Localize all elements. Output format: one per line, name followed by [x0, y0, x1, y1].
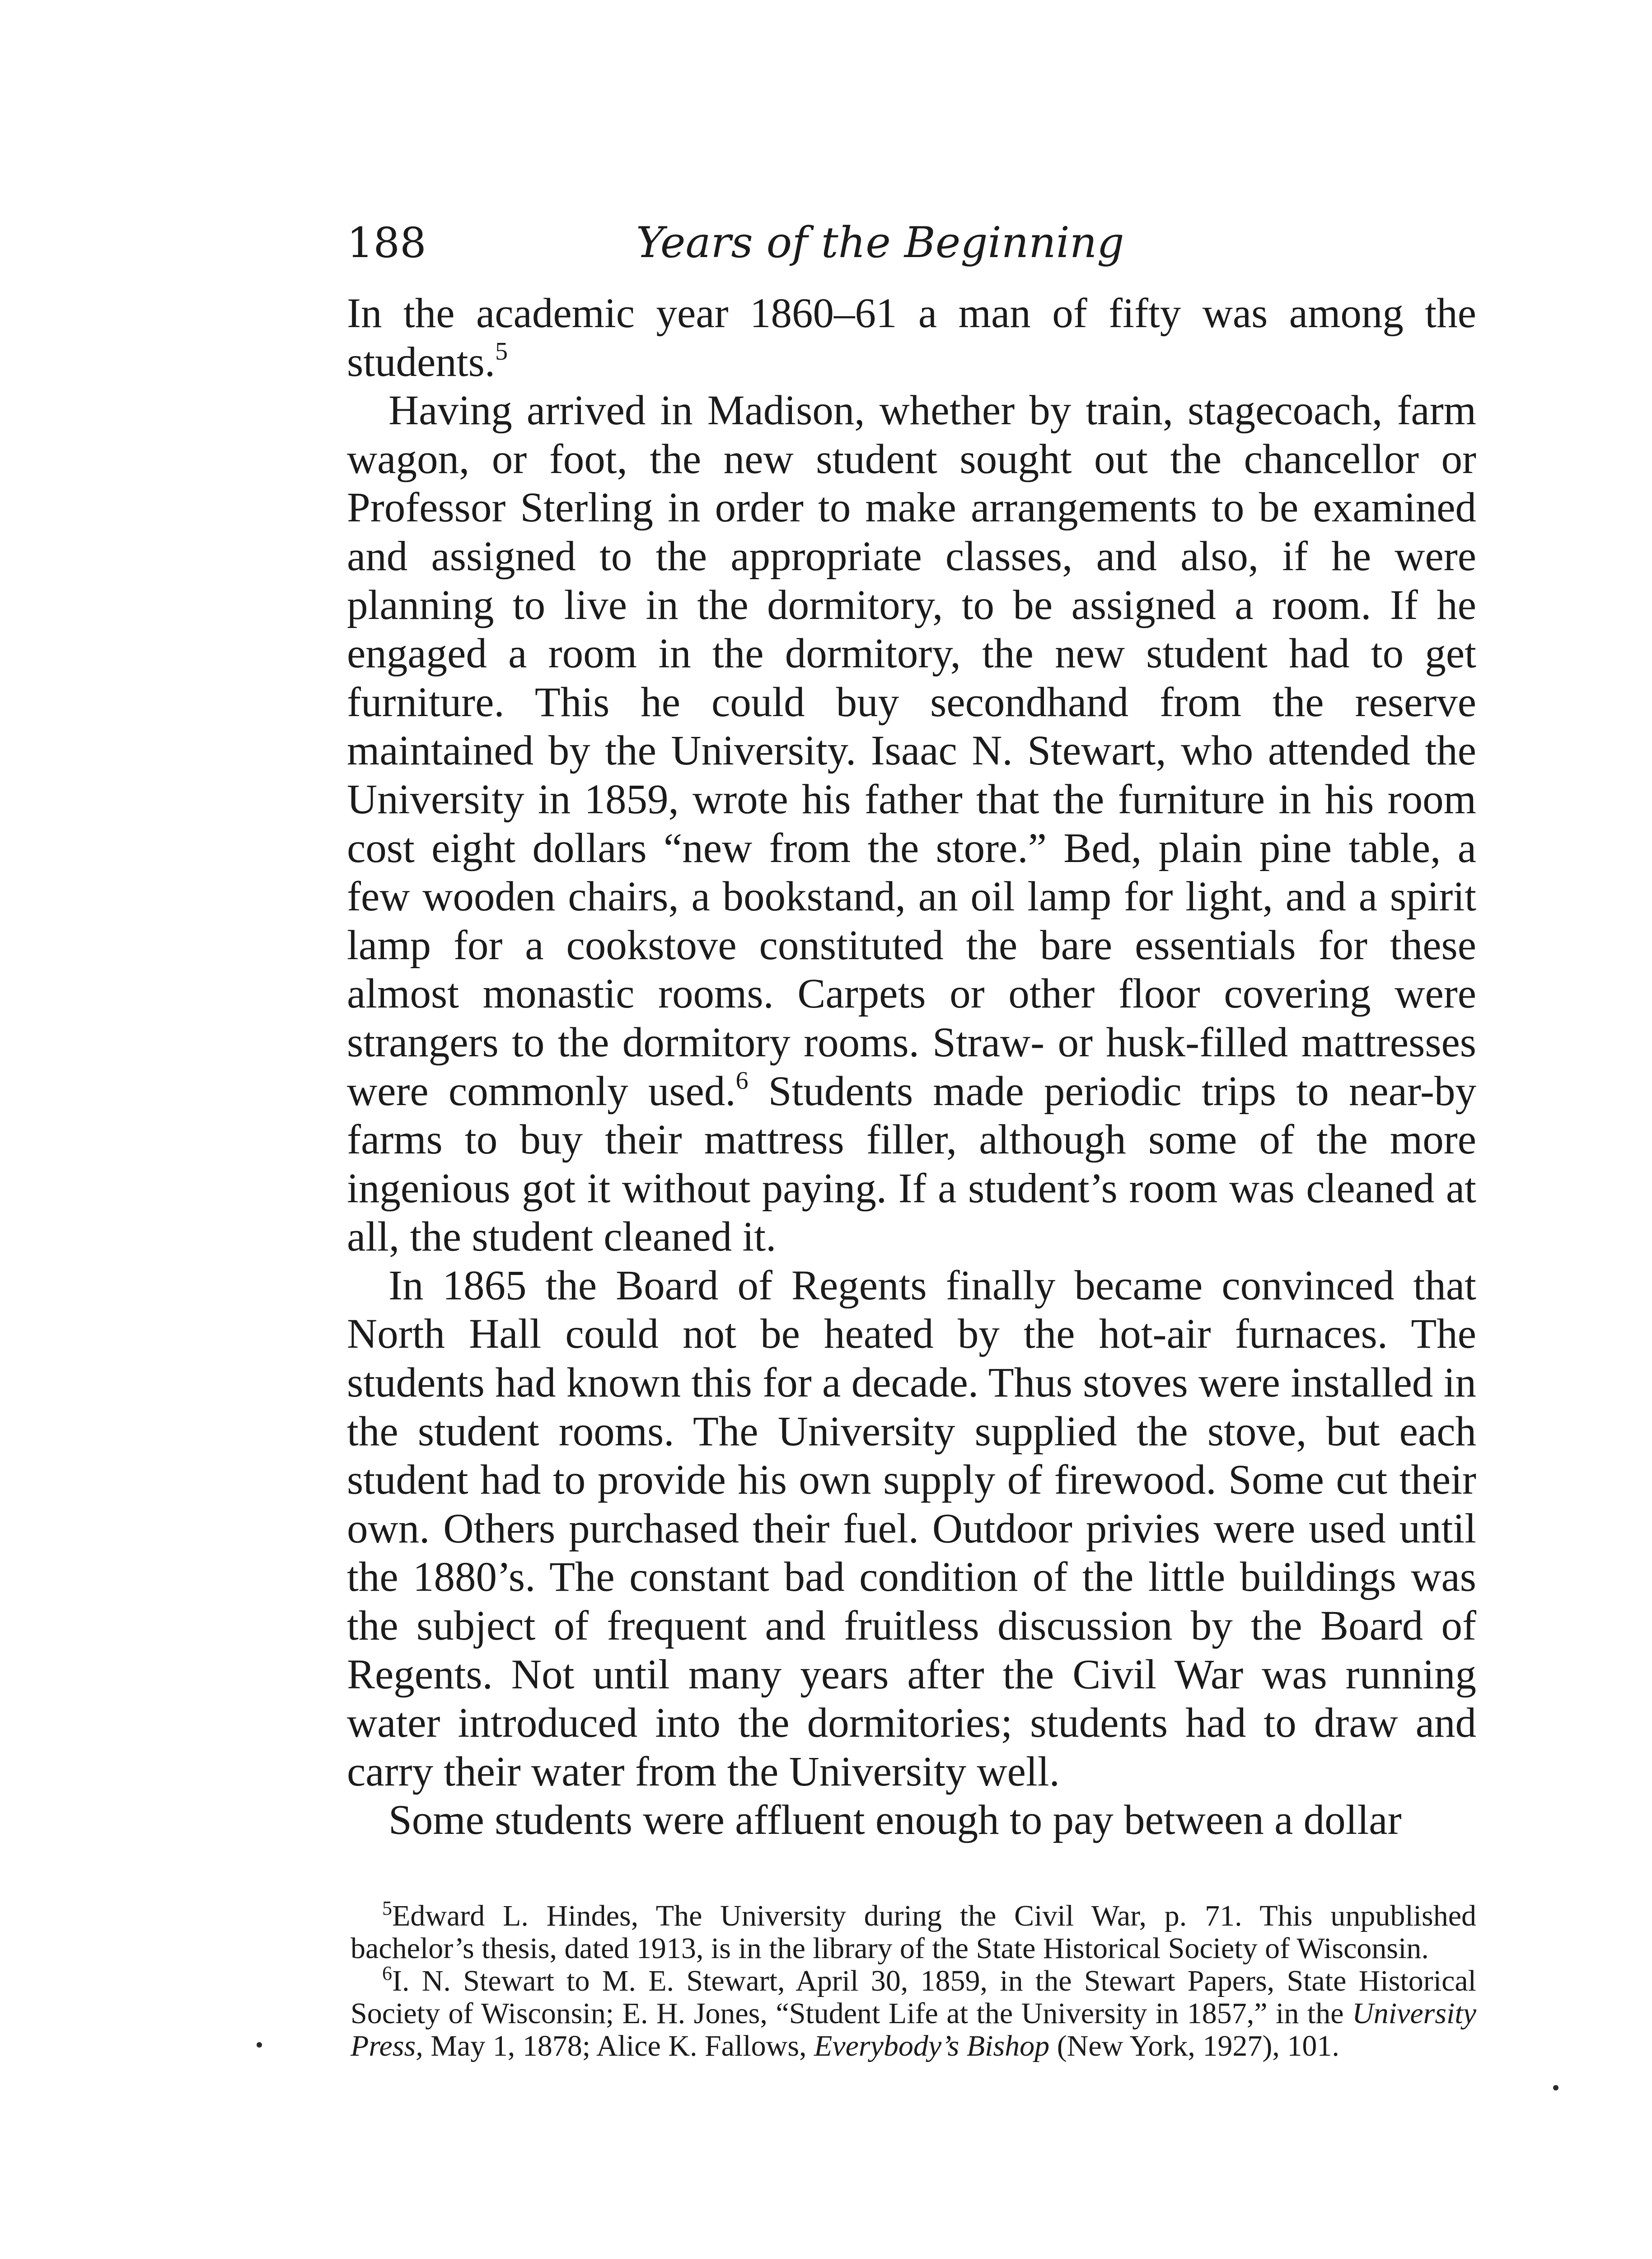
- page-number: 188: [347, 219, 426, 267]
- footnote-6-text-c: (New York, 1927), 101.: [1049, 2029, 1339, 2062]
- footnote-ref-5: 5: [495, 337, 508, 366]
- footnote-5: [351, 1897, 1476, 1965]
- paragraph-2-text-a: Having arrived in Madison, whether by train, stagecoach, farm wagon, or foot, the new student sought out the chancellor or Professor Sterling in order to make arrangements to be examined and assigned to the appropriate classes, and also, if he were planning to live in the dormitory, to be assigned a room. If he engaged a room in the dormitory, the new student had to get furniture. This he could buy secondhand from the reserve maintained by the University. Isaac N. Stewart, who attended the University in 1859, wrote his father that the furniture in his room cost eight dollars “new from the store.” Bed, plain pine table, a few wooden chairs, a bookstand, an oil lamp for light, and a spirit lamp for a cookstove constituted the bare essentials for these almost monastic rooms. Carpets or other floor covering were strangers to the dormitory rooms. Straw- or husk-filled mattresses were commonly used.: [347, 387, 1476, 1115]
- page-header: [347, 211, 1467, 275]
- footnote-5-mark: 5: [382, 1897, 392, 1919]
- scan-speck-right: [1553, 2085, 1558, 2090]
- footnote-5-text: Edward L. Hindes, The University during the Civil War, p. 71. This unpublished bachelor’s thesis, dated 1913, is in the library of the State Historical Society of Wisconsin.: [351, 1899, 1476, 1965]
- footnote-6-text-b: May 1, 1878; Alice K. Fallows,: [423, 2029, 814, 2062]
- footnote-6-title-everybodys-bishop: Everybody’s Bishop: [814, 2029, 1050, 2062]
- paragraph-2: [347, 386, 1476, 1261]
- running-head: Years of the Beginning: [636, 218, 1124, 267]
- scan-speck-left: [257, 2042, 262, 2048]
- paragraph-2-text-b: Students made periodic trips to near-by farms to buy their mattress filler, although some of the more ingenious got it without paying. If a student’s room was cleaned at all, the student cleaned it.: [347, 1068, 1477, 1261]
- paragraph-4: Some students were affluent enough to pay between a dollar: [388, 1797, 1402, 1844]
- paragraph-1-text: In the academic year 1860–61 a man of fifty was among the students.: [347, 290, 1476, 385]
- paragraph-3: In 1865 the Board of Regents finally became convinced that North Hall could not be heated by the hot-air furnaces. The students had known this for a decade. Thus stoves were installed in the student rooms. The University supplied the stove, but each student had to provide his own supply of firewood. Some cut their own. Others purchased their fuel. Outdoor privies were used until the 1880’s. The constant bad condition of the little buildings was the subject of frequent and fruitless discussion by the Board of Regents. Not until many years after the Civil War was running water introduced into the dormitories; students had to draw and carry their water from the University well.: [347, 1262, 1476, 1795]
- body-text: [347, 289, 1476, 1845]
- footnote-ref-6: 6: [735, 1066, 749, 1095]
- footnote-6-title-university-press: University Press,: [351, 1997, 1476, 2062]
- footnotes: [351, 1897, 1476, 2062]
- footnote-6-text-a: I. N. Stewart to M. E. Stewart, April 30, 1859, in the Stewart Papers, State Historical Society of Wisconsin; E. H. Jones, “Student Life at the University in 1857,” in the: [351, 1964, 1476, 2030]
- paragraph-1: [347, 289, 1476, 386]
- footnote-6: [351, 1962, 1476, 2062]
- footnote-6-mark: 6: [382, 1962, 392, 1984]
